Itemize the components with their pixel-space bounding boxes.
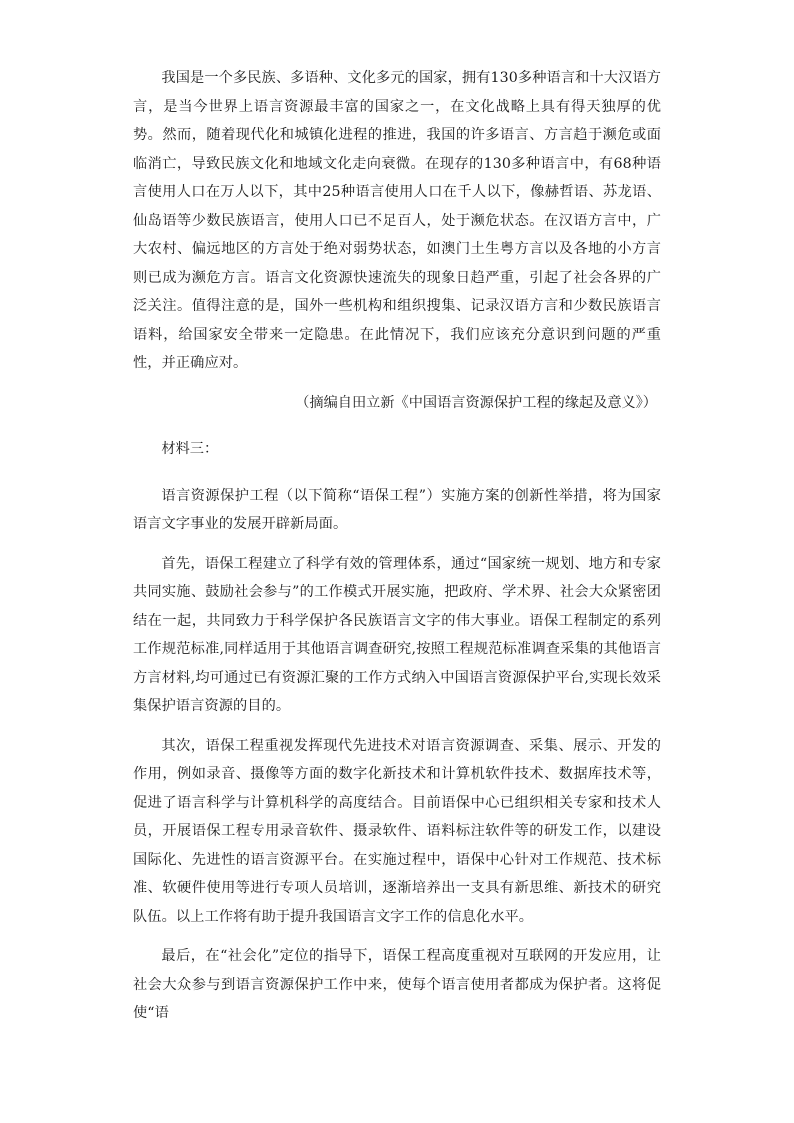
section-heading: 材料三： xyxy=(161,441,219,457)
body-paragraph: 语言资源保护工程（以下简称“语保工程”）实施方案的创新性举措，将为国家语言文字事业的发展开辟新局面。 xyxy=(133,487,661,532)
source-citation: （摘编自田立新《中国语言资源保护工程的缘起及意义》） xyxy=(295,394,657,411)
body-paragraph: 我国是一个多民族、多语种、文化多元的国家，拥有130多种语言和十大汉语方言，是当今世界上语言资源最丰富的国家之一，在文化战略上具有得天独厚的优势。然而，随着现代化和城镇化进程的推进，我国的许多语言、方言趋于濒危或面临消亡，导致民族文化和地域文化走向衰微。在现存的130多种语言中，有68种语言使用人口在万人以下，其中25种语言使用人口在千人以下，像赫哲语、苏龙语、仙岛语等少数民族语言，使用人口已不足百人，处于濒危状态。在汉语方言中，广大农村、偏远地区的方言处于绝对弱势状态，如澳门土生粤方言以及各地的小方言则已成为濒危方言。语言文化资源快速流失的现象日趋严重，引起了社会各界的广泛关注。值得注意的是，国外一些机构和组织搜集、记录汉语方言和少数民族语言语料，给国家安全带来一定隐患。在此情况下，我们应该充分意识到问题的严重性，并正确应对。 xyxy=(133,70,661,371)
body-paragraph: 其次，语保工程重视发挥现代先进技术对语言资源调查、采集、展示、开发的作用，例如录音、摄像等方面的数字化新技术和计算机软件技术、数据库技术等，促进了语言科学与计算机科学的高度结合。目前语保中心已组织相关专家和技术人员，开展语保工程专用录音软件、摄录软件、语料标注软件等的研发工作，以建设国际化、先进性的语言资源平台。在实施过程中，语保中心针对工作规范、技术标准、软硬件使用等进行专项人员培训，逐渐培养出一支具有新思维、新技术的研究队伍。以上工作将有助于提升我国语言文字工作的信息化水平。 xyxy=(133,737,661,925)
body-paragraph: 首先，语保工程建立了科学有效的管理体系，通过“国家统一规划、地方和专家共同实施、鼓励社会参与”的工作模式开展实施，把政府、学术界、社会大众紧密团结在一起，共同致力于科学保护各民族语言文字的伟大事业。语保工程制定的系列工作规范标准,同样适用于其他语言调查研究,按照工程规范标准调查采集的其他语言方言材料,均可通过已有资源汇聚的工作方式纳入中国语言资源保护平台,实现长效采集保护语言资源的目的。 xyxy=(133,555,661,714)
body-paragraph: 最后，在“社会化”定位的指导下，语保工程高度重视对互联网的开发应用，让社会大众参与到语言资源保护工作中来，使每个语言使用者都成为保护者。这将促使“语 xyxy=(133,948,661,1021)
document-page xyxy=(133,64,661,1028)
